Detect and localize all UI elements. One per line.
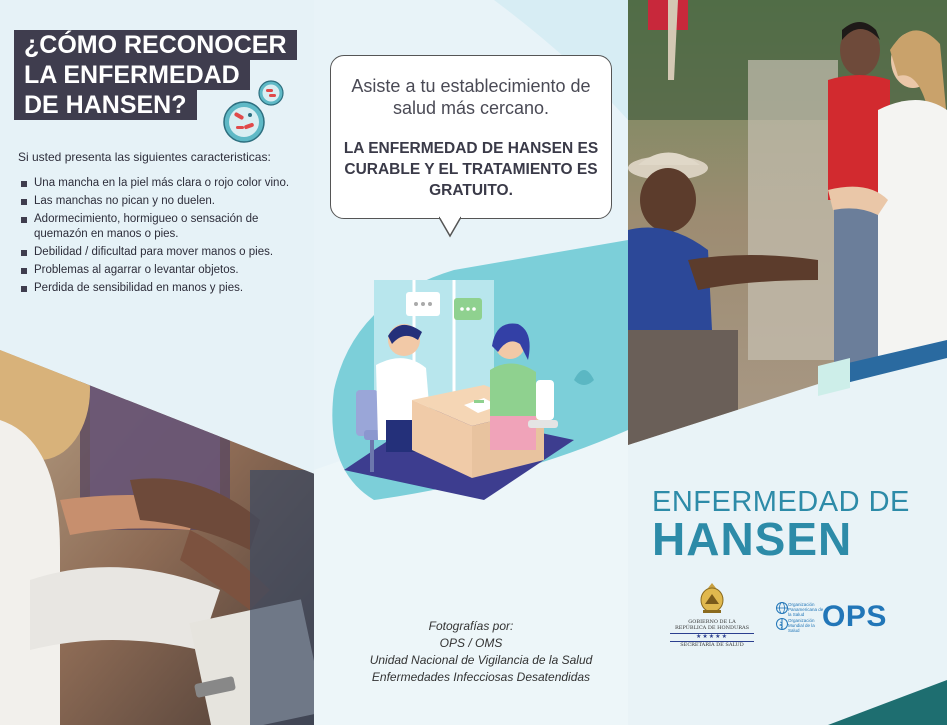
cover-accent-stripes xyxy=(628,340,947,500)
cover-title-line-1: ENFERMEDAD DE xyxy=(652,486,910,518)
bubble-curable-text: LA ENFERMEDAD DE HANSEN ES CURABLE Y EL TRATAMIENTO ES GRATUITO. xyxy=(343,140,599,199)
ops-wordmark: OPS xyxy=(822,600,887,633)
symptom-item: Adormecimiento, hormigueo o sensación de quemazón en manos o pies. xyxy=(18,212,308,242)
corner-accent xyxy=(828,680,947,725)
symptom-item: Problemas al agarrar o levantar objetos. xyxy=(18,263,308,278)
credits-line-2: OPS / OMS xyxy=(439,636,503,650)
oms-globe-icon xyxy=(776,618,788,630)
credits-line-3: Unidad Nacional de Vigilancia de la Salud xyxy=(369,653,593,667)
ops-small-text-1: Organización Panamericana de la Salud xyxy=(788,602,824,617)
symptom-item: Una mancha en la piel más clara o rojo color vino. xyxy=(18,176,308,191)
photo-credits xyxy=(314,618,628,686)
speech-bubble xyxy=(330,55,612,219)
credits-line-4: Enfermedades Infecciosas Desatendidas xyxy=(371,670,591,684)
hands-examination-photo xyxy=(0,350,314,725)
title-line-3: DE HANSEN? xyxy=(14,90,197,120)
symptom-item: Las manchas no pican y no duelen. xyxy=(18,194,308,209)
cover-title-line-2: HANSEN xyxy=(652,513,853,565)
gob-text-1: GOBIERNO DE LA xyxy=(688,619,736,625)
cover-panel xyxy=(628,0,947,725)
left-panel xyxy=(0,0,314,725)
title-line-2: LA ENFERMEDAD xyxy=(14,60,250,90)
bubble-tail xyxy=(439,216,461,238)
honduras-government-logo xyxy=(666,582,758,648)
gob-text-2: REPÚBLICA DE HONDURAS xyxy=(674,625,749,631)
ops-oms-logo xyxy=(776,600,916,634)
bacteria-small-icon xyxy=(258,80,284,106)
symptom-item: Debilidad / dificultad para mover manos o pies. xyxy=(18,245,308,260)
honduras-coat-of-arms-icon xyxy=(697,582,727,614)
bubble-advice-text: Asiste a tu establecimiento de salud más cercano. xyxy=(351,76,591,118)
consultation-illustration xyxy=(314,240,628,530)
ops-small-text-2: Organización Mundial de la Salud xyxy=(788,618,815,633)
gob-stars-line xyxy=(670,633,754,640)
symptoms-list xyxy=(18,176,308,299)
bacteria-icon xyxy=(222,100,266,144)
credits-line-1: Fotografías por: xyxy=(428,619,514,633)
middle-panel xyxy=(314,0,628,725)
gob-text-3: SECRETARÍA DE SALUD xyxy=(680,642,744,648)
symptom-item: Perdida de sensibilidad en manos y pies. xyxy=(18,281,308,296)
symptoms-intro: Si usted presenta las siguientes caracteristicas: xyxy=(18,150,271,164)
title-line-1: ¿CÓMO RECONOCER xyxy=(14,30,297,60)
stars-icon: ★★★★★ xyxy=(696,634,728,640)
ops-globe-icon xyxy=(776,602,788,614)
